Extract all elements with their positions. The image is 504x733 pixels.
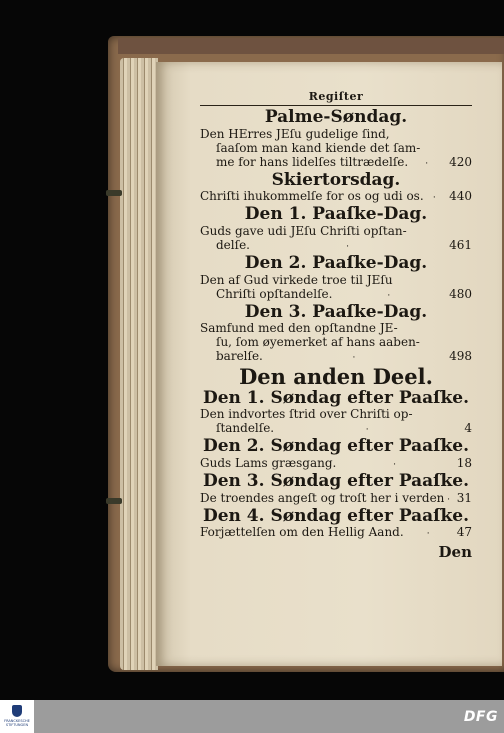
leader-dots: ·	[393, 459, 396, 470]
page-number: 18	[456, 455, 472, 470]
page-number: 420	[449, 154, 472, 169]
viewer-footer-bar	[0, 700, 504, 733]
register-content	[200, 90, 472, 561]
entry-text: ſu, ſom øyemerket af hans aaben-	[216, 335, 420, 350]
register-entry-line	[200, 238, 472, 254]
section-heading: Den 1. Paaſke-Dag.	[244, 204, 428, 225]
institution-logo[interactable]	[0, 700, 34, 733]
leader-dots: ·	[346, 242, 349, 253]
register-entry-line	[200, 335, 472, 349]
section-heading: Den 4. Søndag efter Paaſke.	[202, 505, 470, 526]
register-entry-line	[200, 321, 472, 335]
entry-text: De troendes angeſt og troſt her i verden	[200, 490, 445, 505]
page-number: 31	[456, 490, 472, 505]
register-entry-line	[200, 189, 472, 205]
entry-text: Den HErres JEſu gudelige ſind,	[200, 126, 390, 141]
page-number: 4	[464, 421, 472, 436]
book-clasp	[106, 190, 122, 196]
entry-text: ſaaſom man kand kiende det ſam-	[216, 140, 421, 155]
leader-dots: ·	[425, 158, 429, 169]
register-entry-line	[200, 456, 472, 472]
section-heading: Palme-Søndag.	[264, 107, 408, 127]
shield-icon	[12, 705, 22, 717]
register-entry-line	[200, 491, 472, 507]
part-heading: Den anden Deel.	[239, 364, 433, 390]
section-heading: Den 1. Søndag efter Paaſke.	[202, 387, 470, 408]
register-entry-line	[200, 287, 472, 303]
entry-text: Den af Gud virkede troe til JEſu	[200, 272, 393, 287]
leader-dots: ·	[447, 494, 450, 505]
register-entry-line	[200, 141, 472, 155]
leader-dots: ·	[426, 529, 430, 540]
register-entry-line	[200, 127, 472, 141]
page-number: 440	[449, 189, 472, 204]
entry-text: barelſe.	[216, 349, 263, 364]
leader-dots: ·	[387, 290, 391, 301]
catchword: Den	[438, 543, 472, 562]
register-entry-line	[200, 155, 472, 171]
dfg-logo[interactable]: DFG	[463, 709, 498, 725]
entry-text: me for hans lidelſes tiltrædelſe.	[216, 154, 409, 169]
register-entry-line	[200, 525, 472, 541]
logo-label: FRANCKESCHE STIFTUNGEN	[4, 719, 30, 727]
section-heading: Den 3. Søndag efter Paaſke.	[202, 470, 470, 491]
entry-text: Guds gave udi JEſu Chriſti opſtan-	[200, 224, 407, 239]
leader-dots: ·	[365, 425, 369, 436]
section-heading: Den 2. Søndag efter Paaſke.	[202, 436, 470, 457]
entry-text: Chriſti opſtandelſe.	[216, 286, 333, 301]
book-cover-top	[118, 38, 504, 54]
entry-text: Guds Lams græsgang.	[200, 455, 337, 470]
section-heading: Skiertorsdag.	[271, 169, 401, 190]
section-heading: Den 2. Paaſke-Dag.	[244, 253, 428, 274]
register-entry-line	[200, 273, 472, 287]
register-entry-line	[200, 407, 472, 421]
entry-text: delſe.	[216, 238, 250, 253]
section-heading: Den 3. Paaſke-Dag.	[244, 301, 428, 322]
leader-dots: ·	[432, 193, 436, 204]
entry-text: ſtandelſe.	[216, 421, 275, 436]
page-number: 480	[449, 286, 472, 301]
register-entry-line	[200, 224, 472, 238]
page-number: 461	[449, 238, 472, 253]
page-edges	[120, 58, 158, 670]
book-clasp	[106, 498, 122, 504]
page-number: 498	[449, 349, 472, 364]
register-entry-line	[200, 349, 472, 365]
entry-text: Forjættelſen om den Hellig Aand.	[200, 525, 404, 540]
register-sections-part-2	[200, 389, 472, 542]
entry-text: Samfund med den opſtandne JE-	[200, 321, 398, 336]
register-sections-part-1	[200, 108, 472, 365]
entry-text: Den indvortes ſtrid over Chriſti op-	[200, 407, 413, 422]
leader-dots: ·	[352, 353, 356, 364]
running-head: Regiſter	[200, 90, 472, 106]
entry-text: Chriſti ihukommelſe for os og udi os.	[200, 189, 424, 204]
register-entry-line	[200, 421, 472, 437]
page-number: 47	[456, 525, 472, 540]
